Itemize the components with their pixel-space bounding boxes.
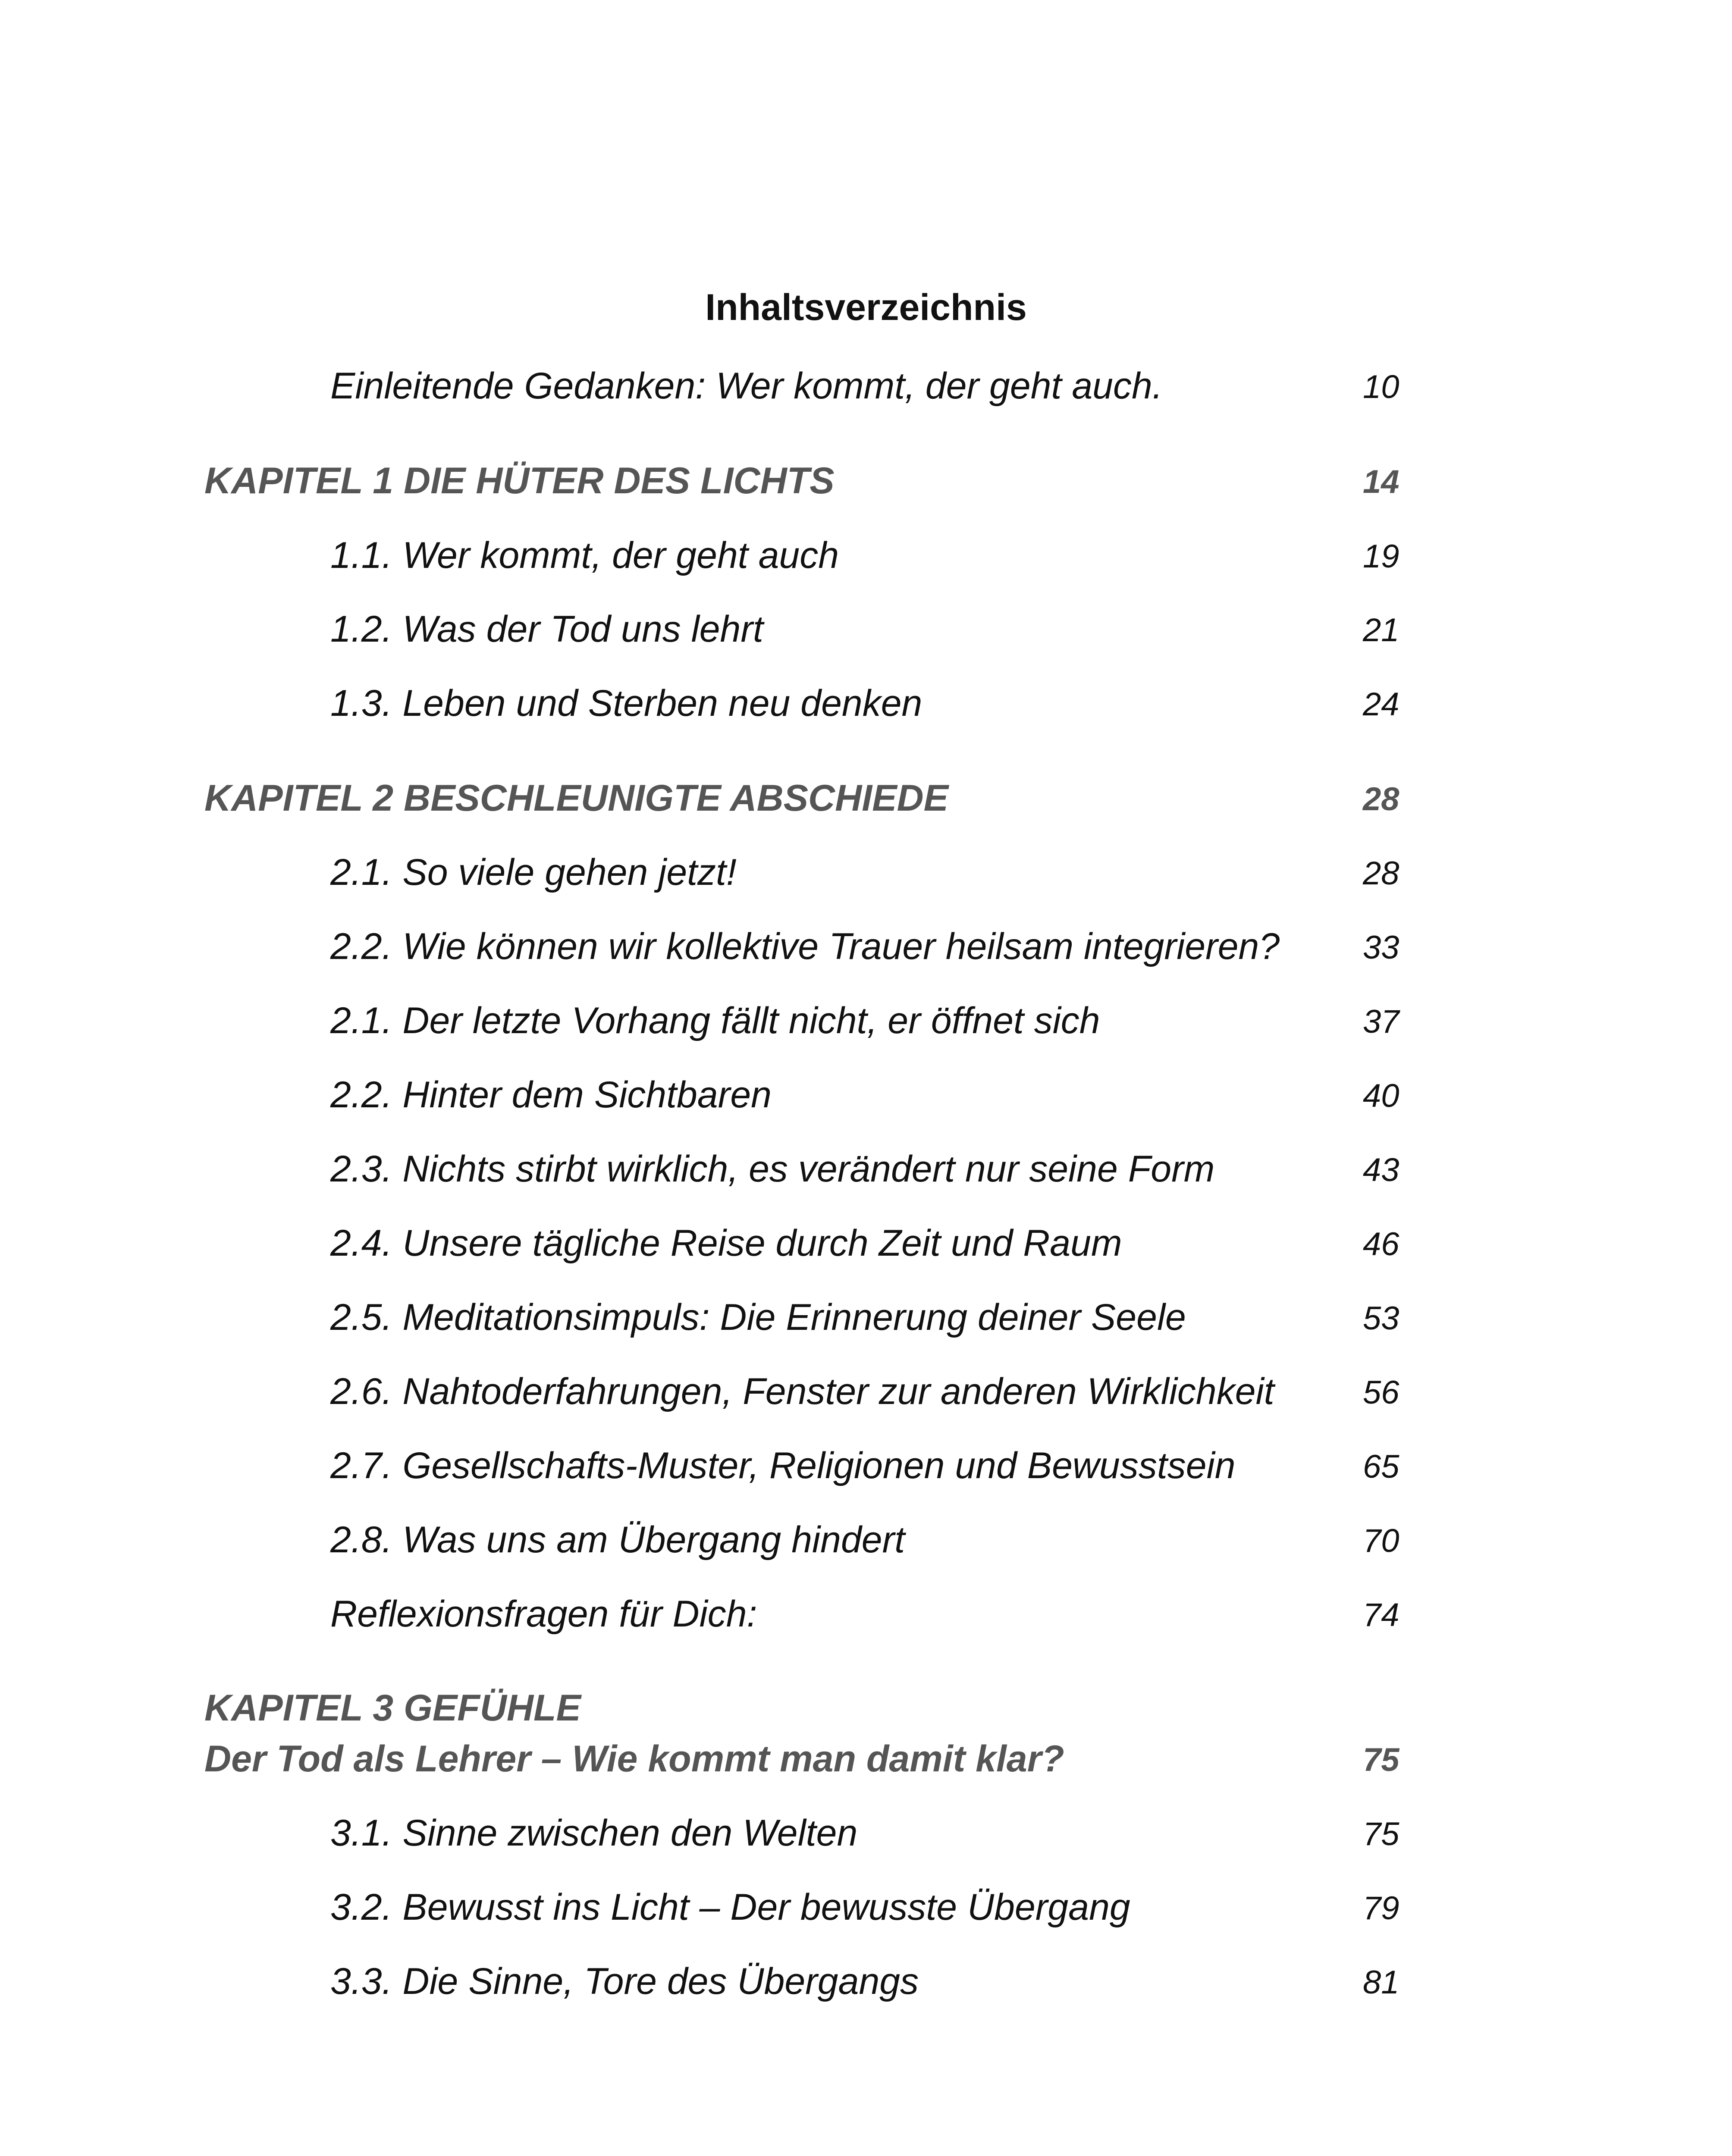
toc-page-2-3: 43 xyxy=(1363,1152,1399,1188)
toc-entry-3-3: 3.3. Die Sinne, Tore des Übergangs xyxy=(330,1961,919,2002)
toc-page-reflexion: 74 xyxy=(1363,1597,1399,1633)
toc-entry-3-2: 3.2. Bewusst ins Licht – Der bewusste Übergang xyxy=(330,1887,1130,1928)
toc-chapter-3: KAPITEL 3 GEFÜHLE xyxy=(204,1687,581,1729)
toc-entry-1-2: 1.2. Was der Tod uns lehrt xyxy=(330,608,763,650)
toc-page-chapter-3: 75 xyxy=(1363,1742,1399,1778)
toc-page-chapter-2: 28 xyxy=(1363,781,1399,818)
toc-page-1-2: 21 xyxy=(1363,612,1399,649)
toc-chapter-3-subtitle: Der Tod als Lehrer – Wie kommt man damit klar? xyxy=(204,1738,1064,1780)
toc-entry-1-1: 1.1. Wer kommt, der geht auch xyxy=(330,535,839,576)
toc-page-2-1b: 37 xyxy=(1363,1003,1399,1040)
toc-page-3-1: 75 xyxy=(1363,1816,1399,1852)
toc-page-2-2b: 40 xyxy=(1363,1078,1399,1114)
toc-page-2-2: 33 xyxy=(1363,929,1399,966)
toc-page-2-5: 53 xyxy=(1363,1300,1399,1337)
toc-page-2-6: 56 xyxy=(1363,1374,1399,1411)
toc-entry-1-3: 1.3. Leben und Sterben neu denken xyxy=(330,683,922,724)
toc-page-3-2: 79 xyxy=(1363,1890,1399,1927)
toc-page-3-3: 81 xyxy=(1363,1964,1399,2001)
toc-entry-2-2b: 2.2. Hinter dem Sichtbaren xyxy=(330,1074,772,1116)
toc-entry-2-2: 2.2. Wie können wir kollektive Trauer heilsam integrieren? xyxy=(330,926,1280,967)
document-title: Inhaltsverzeichnis xyxy=(705,287,1027,328)
toc-page-intro: 10 xyxy=(1363,369,1399,405)
toc-page-2-7: 65 xyxy=(1363,1448,1399,1485)
toc-entry-2-5: 2.5. Meditationsimpuls: Die Erinnerung deiner Seele xyxy=(330,1297,1186,1338)
toc-entry-2-1b: 2.1. Der letzte Vorhang fällt nicht, er öffnet sich xyxy=(330,1000,1100,1041)
toc-entry-intro: Einleitende Gedanken: Wer kommt, der geht auch. xyxy=(330,365,1163,407)
toc-entry-2-3: 2.3. Nichts stirbt wirklich, es verändert nur seine Form xyxy=(330,1148,1215,1190)
toc-entry-2-1: 2.1. So viele gehen jetzt! xyxy=(330,852,737,893)
toc-page-chapter-1: 14 xyxy=(1363,464,1399,500)
toc-entry-2-7: 2.7. Gesellschafts-Muster, Religionen und Bewusstsein xyxy=(330,1445,1236,1486)
toc-entry-2-4: 2.4. Unsere tägliche Reise durch Zeit und Raum xyxy=(330,1222,1122,1264)
toc-entry-2-8: 2.8. Was uns am Übergang hindert xyxy=(330,1519,905,1561)
toc-page-1-1: 19 xyxy=(1363,538,1399,575)
toc-page-2-4: 46 xyxy=(1363,1226,1399,1263)
toc-entry-2-6: 2.6. Nahtoderfahrungen, Fenster zur anderen Wirklichkeit xyxy=(330,1371,1274,1412)
toc-chapter-2: KAPITEL 2 BESCHLEUNIGTE ABSCHIEDE xyxy=(204,777,948,819)
toc-entry-reflexion: Reflexionsfragen für Dich: xyxy=(330,1593,757,1635)
toc-page-2-1: 28 xyxy=(1363,855,1399,892)
toc-page-1-3: 24 xyxy=(1363,686,1399,723)
toc-entry-3-1: 3.1. Sinne zwischen den Welten xyxy=(330,1812,858,1854)
toc-chapter-1: KAPITEL 1 DIE HÜTER DES LICHTS xyxy=(204,460,835,501)
toc-page-2-8: 70 xyxy=(1363,1523,1399,1559)
